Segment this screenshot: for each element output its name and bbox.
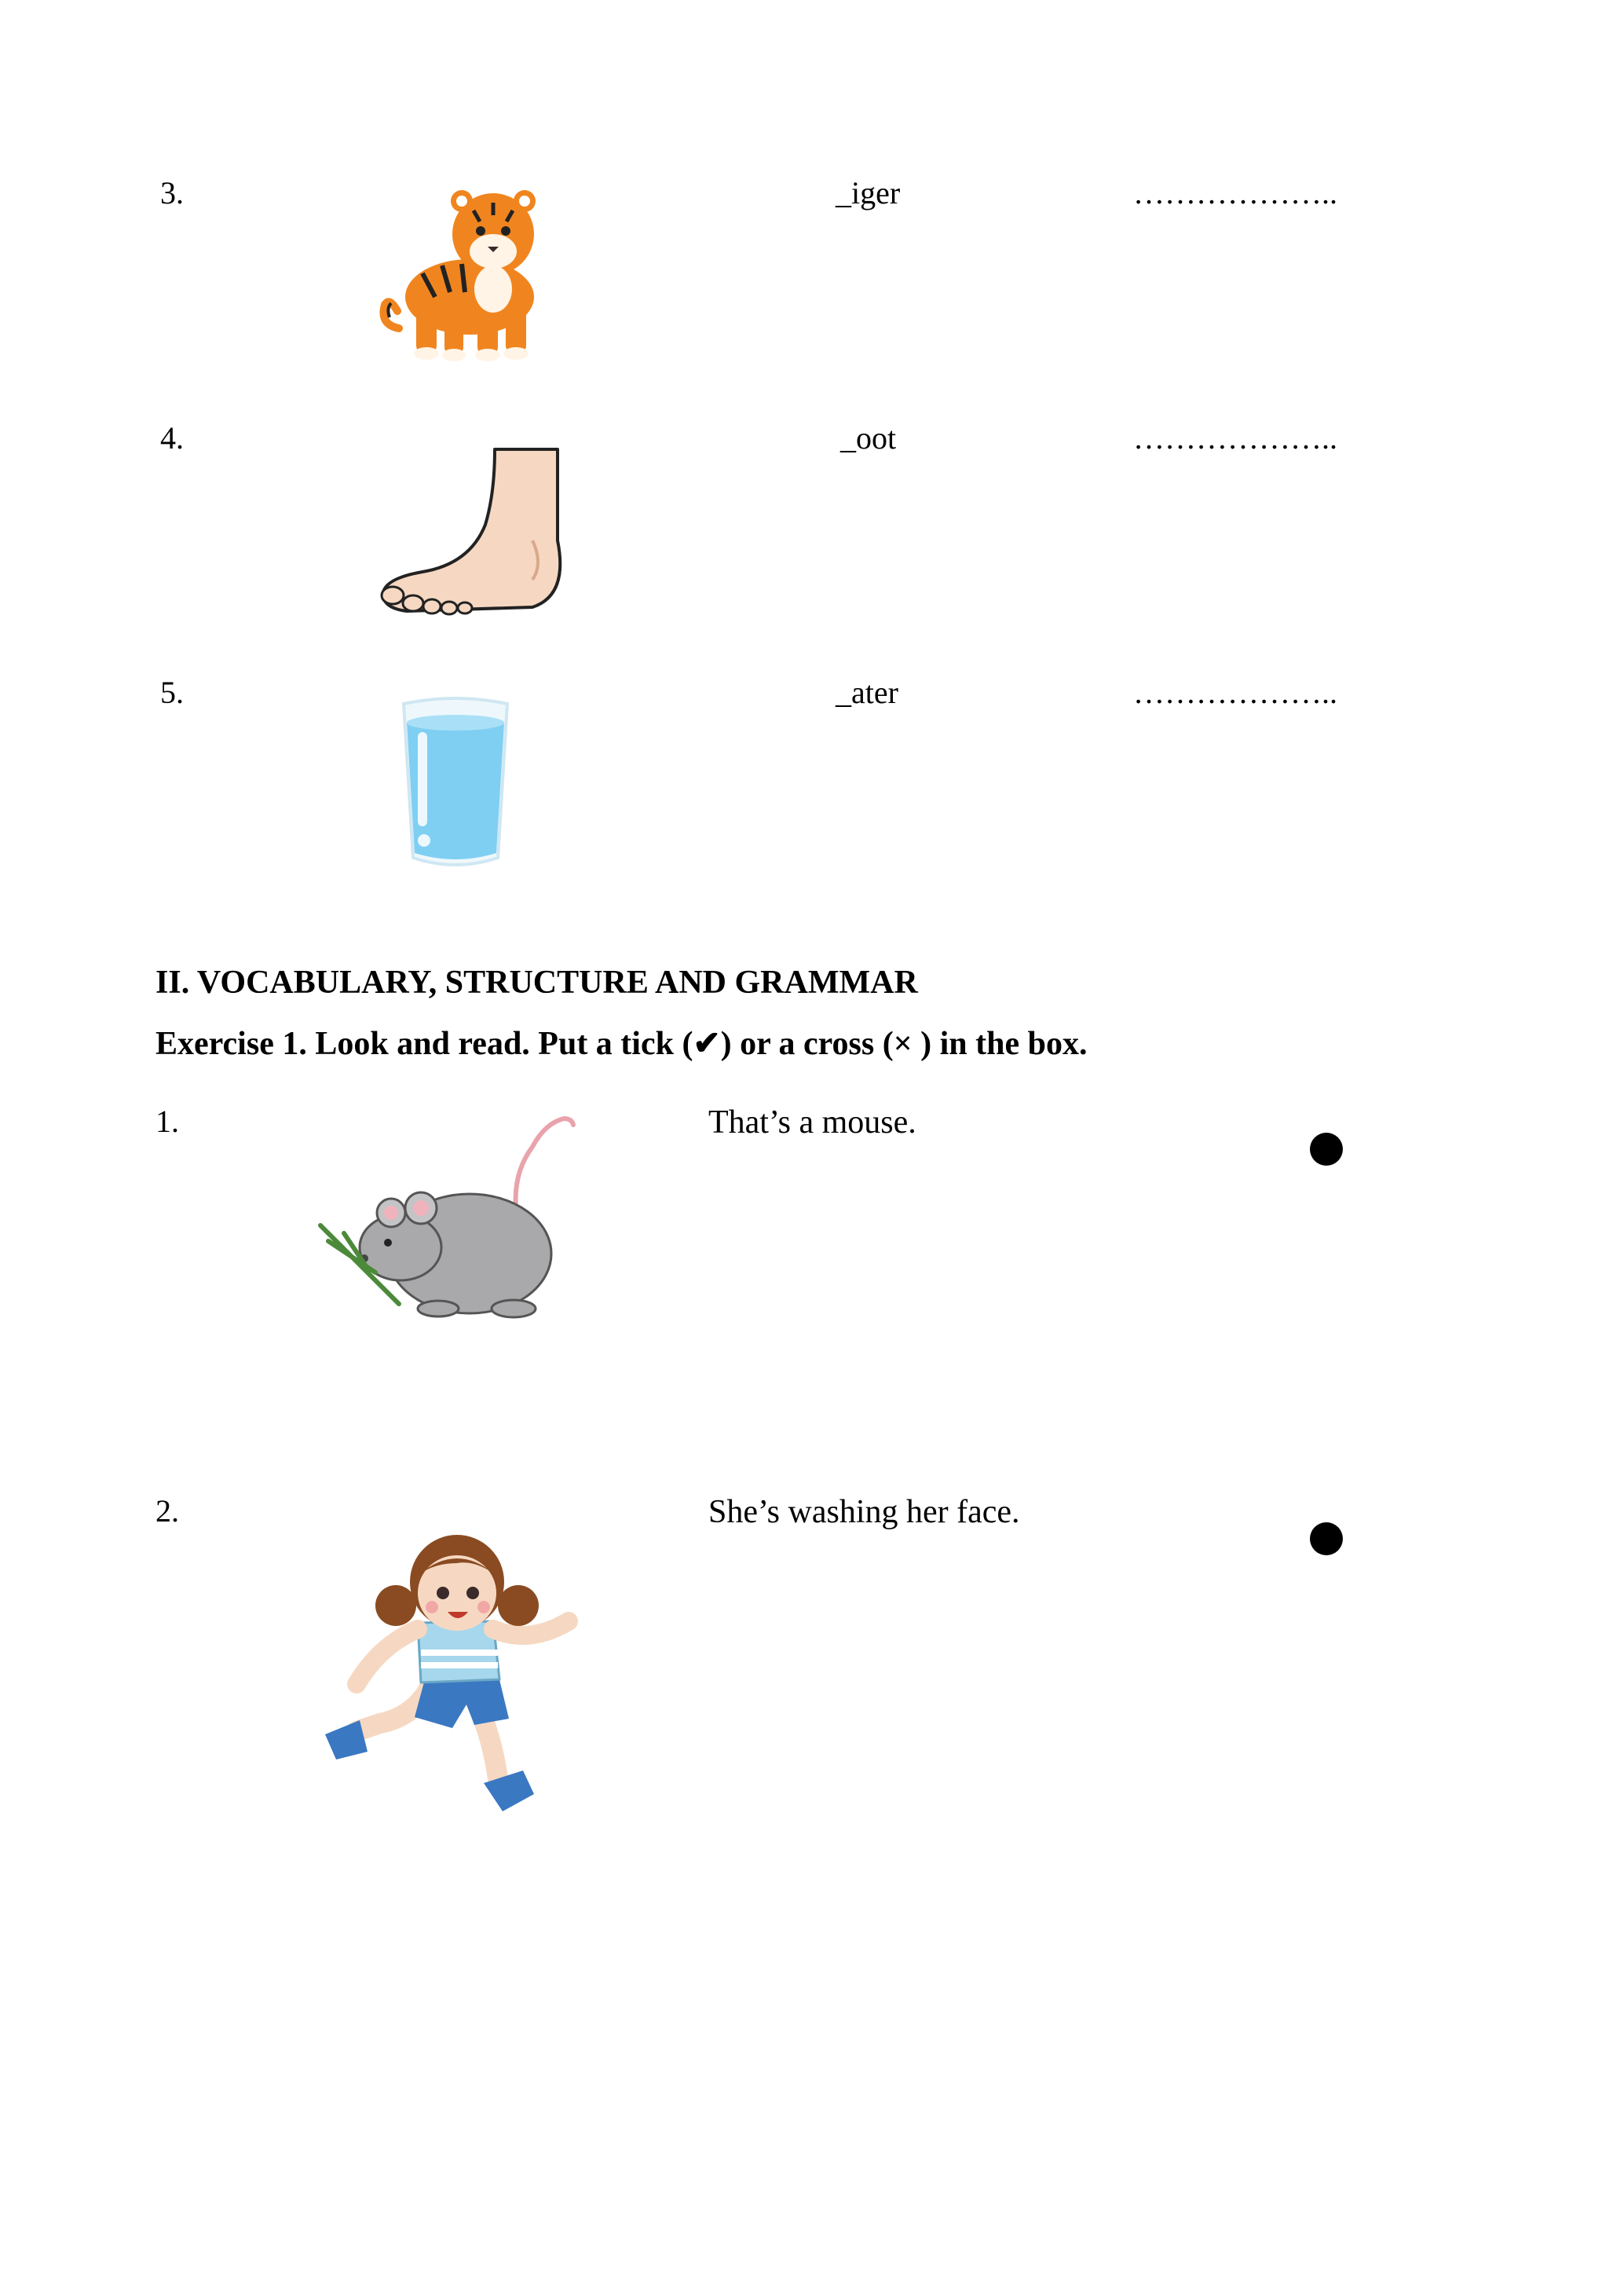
missing-letter-word: _iger: [836, 175, 901, 211]
glass-of-water-picture: [401, 696, 510, 870]
item-number: 5.: [160, 675, 184, 710]
item-number: 3.: [160, 175, 184, 211]
answer-blank[interactable]: ………………..: [1133, 175, 1337, 211]
item-number: 4.: [160, 420, 184, 456]
item-number: 2.: [155, 1493, 179, 1529]
exercise-title: Exercise 1. Look and read. Put a tick (✔) or a cross (× ) in the box.: [155, 1026, 1088, 1062]
sentence: That’s a mouse.: [708, 1104, 916, 1141]
answer-blank[interactable]: ………………..: [1133, 675, 1337, 710]
section-heading: II. VOCABULARY, STRUCTURE AND GRAMMAR: [155, 965, 918, 1001]
missing-letter-word: _oot: [840, 420, 897, 456]
tiger-picture: [375, 179, 556, 364]
item-number: 1.: [155, 1104, 179, 1139]
sentence: She’s washing her face.: [708, 1494, 1020, 1530]
answer-box[interactable]: [1310, 1522, 1343, 1555]
running-girl-picture: [317, 1519, 589, 1832]
missing-letter-word: _ater: [836, 675, 898, 710]
foot-picture: [375, 446, 572, 616]
mouse-picture: [313, 1108, 576, 1334]
answer-box[interactable]: [1310, 1133, 1343, 1166]
answer-blank[interactable]: ………………..: [1133, 420, 1337, 456]
